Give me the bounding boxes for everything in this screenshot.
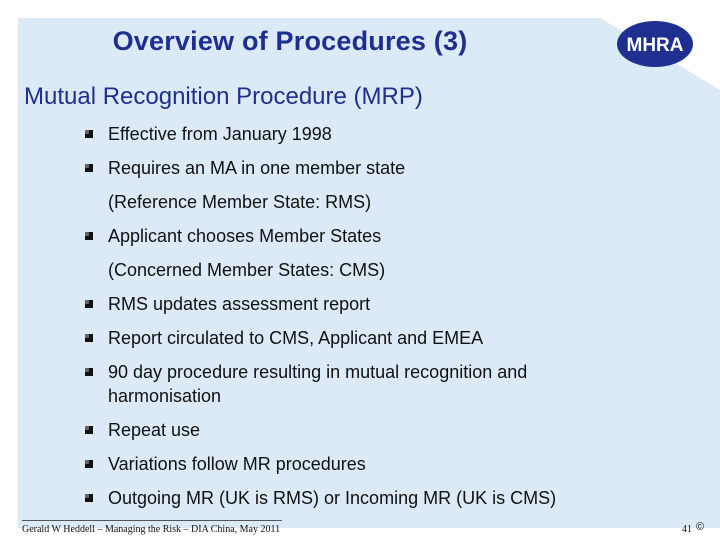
bullet-item: RMS updates assessment report xyxy=(108,294,371,314)
bullet-continuation: harmonisation xyxy=(108,386,222,406)
page-number: 41 xyxy=(682,524,692,535)
bullet-item: Applicant chooses Member States xyxy=(108,226,382,246)
mhra-logo xyxy=(616,20,694,68)
slide-title: Overview of Procedures (3) xyxy=(112,26,468,56)
bullet-item: Report circulated to CMS, Applicant and EMEA xyxy=(108,328,484,348)
bullet-continuation: (Concerned Member States: CMS) xyxy=(108,260,386,280)
bullet-continuation: (Reference Member State: RMS) xyxy=(108,192,372,212)
bullet-square-icon xyxy=(84,333,94,343)
bullet-item: Variations follow MR procedures xyxy=(108,454,366,474)
bullet-square-icon xyxy=(84,231,94,241)
bullet-item: Requires an MA in one member state xyxy=(108,158,406,178)
bullet-item: 90 day procedure resulting in mutual recognition and xyxy=(108,362,528,382)
bullet-square-icon xyxy=(84,459,94,469)
bullet-item: Effective from January 1998 xyxy=(108,124,332,144)
bullet-square-icon xyxy=(84,129,94,139)
footer-text: Gerald W Heddell – Managing the Risk – DIA China, May 2011 xyxy=(22,524,281,535)
bullet-square-icon xyxy=(84,425,94,435)
bullet-square-icon xyxy=(84,163,94,173)
bullet-item: Outgoing MR (UK is RMS) or Incoming MR (UK is CMS) xyxy=(108,488,557,508)
copyright-symbol: © xyxy=(696,521,705,533)
footer-divider xyxy=(22,520,282,521)
logo-text: MHRA xyxy=(626,35,684,56)
bullet-square-icon xyxy=(84,493,94,503)
slide-subtitle: Mutual Recognition Procedure (MRP) xyxy=(24,83,423,110)
bullet-square-icon xyxy=(84,367,94,377)
bullet-square-icon xyxy=(84,299,94,309)
bullet-item: Repeat use xyxy=(108,420,201,440)
